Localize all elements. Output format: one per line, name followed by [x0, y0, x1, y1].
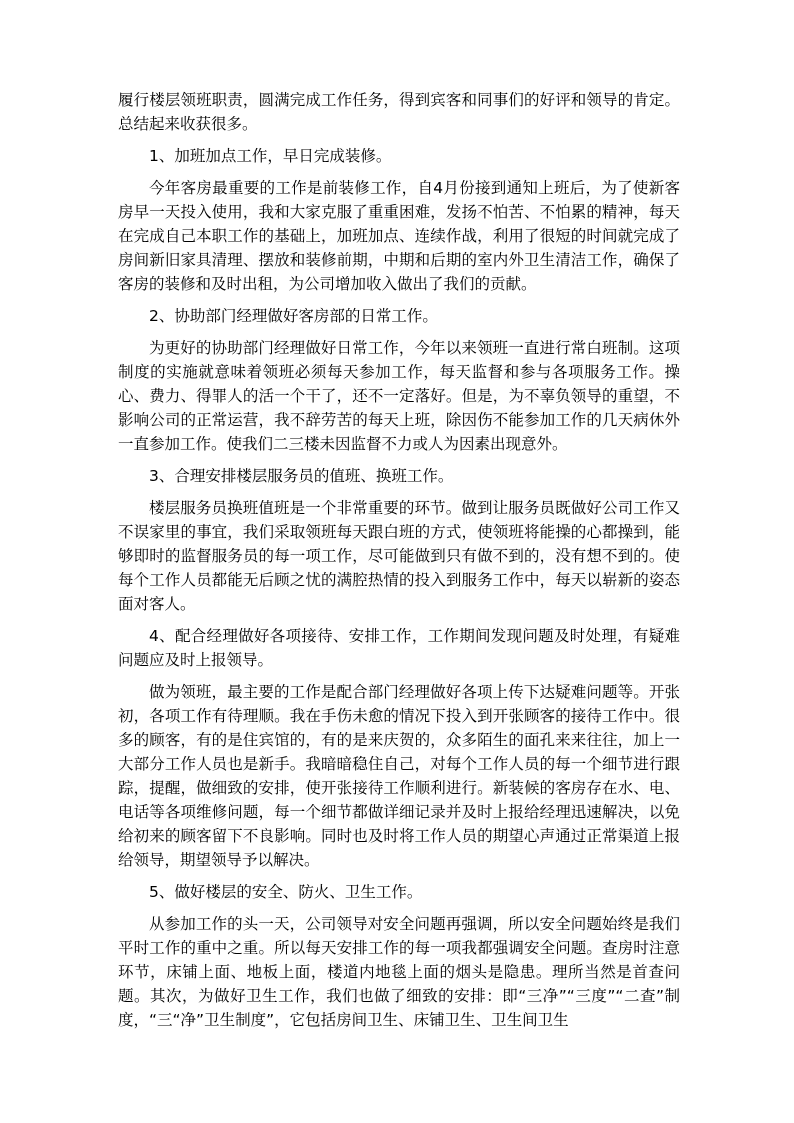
- section-heading-3: 3、合理安排楼层服务员的值班、换班工作。: [149, 467, 454, 485]
- section-paragraph-2: 为更好的协助部门经理做好日常工作，今年以来领班一直进行常白班制。这项制度的实施就意味着领班必须每天参加工作，每天监督和参与各项服务工作。操心、费力、得罪人的活一个干了，还不一定落好。但是，为不辜负领导的重望，不影响公司的正常运营，我不辞劳苦的每天上班，除因伤不能参加工作的几天病休外一直参加工作。使我们二三楼未因监督不力或人为因素出现意外。: [118, 339, 680, 453]
- section-heading-2: 2、协助部门经理做好客房部的日常工作。: [149, 307, 438, 325]
- section-paragraph-1: 今年客房最重要的工作是前装修工作，自4月份接到通知上班后，为了使新客房早一天投入使用，我和大家克服了重重困难，发扬不怕苦、不怕累的精神，每天在完成自己本职工作的基础上，加班加点、连续作战，利用了很短的时间就完成了房间新旧家具清理、摆放和装修前期，中期和后期的室内外卫生清洁工作，确保了客房的装修和及时出租，为公司增加收入做出了我们的贡献。: [118, 179, 680, 293]
- section-heading-5: 5、做好楼层的安全、防火、卫生工作。: [149, 883, 423, 901]
- document-body: [118, 88, 680, 1032]
- section-heading-1: 1、加班加点工作，早日完成装修。: [149, 147, 392, 165]
- section-paragraph-4: 做为领班，最主要的工作是配合部门经理做好各项上传下达疑难问题等。开张初，各项工作有待理顺。我在手伤未愈的情况下投入到开张顾客的接待工作中。很多的顾客，有的是住宾馆的，有的是来庆贺的，众多陌生的面孔来来往往，加上一大部分工作人员也是新手。我暗暗稳住自己，对每个工作人员的每一个细节进行跟踪，提醒，做细致的安排，使开张接待工作顺利进行。新装候的客房存在水、电、电话等各项维修问题，每一个细节都做详细记录并及时上报给经理迅速解决，以免给初来的顾客留下不良影响。同时也及时将工作人员的期望心声通过正常渠道上报给领导，期望领导予以解决。: [118, 683, 680, 869]
- section-paragraph-5: 从参加工作的头一天，公司领导对安全问题再强调，所以安全问题始终是我们平时工作的重中之重。所以每天安排工作的每一项我都强调安全问题。查房时注意环节，床铺上面、地板上面，楼道内地毯上面的烟头是隐患。理所当然是首查问题。其次，为做好卫生工作，我们也做了细致的安排：即“三净”“三度”“二查”制度，“三“净”卫生制度”，它包括房间卫生、床铺卫生、卫生间卫生: [118, 915, 680, 1029]
- intro-paragraph: 履行楼层领班职责，圆满完成工作任务，得到宾客和同事们的好评和领导的肯定。总结起来收获很多。: [118, 91, 680, 133]
- section-heading-4: 4、配合经理做好各项接待、安排工作，工作期间发现问题及时处理，有疑难问题应及时上报领导。: [118, 627, 680, 669]
- section-paragraph-3: 楼层服务员换班值班是一个非常重要的环节。做到让服务员既做好公司工作又不误家里的事宜，我们采取领班每天跟白班的方式，使领班将能操的心都操到，能够即时的监督服务员的每一项工作，尽可能做到只有做不到的，没有想不到的。使每个工作人员都能无后顾之忧的满腔热情的投入到服务工作中，每天以崭新的姿态面对客人。: [118, 499, 680, 613]
